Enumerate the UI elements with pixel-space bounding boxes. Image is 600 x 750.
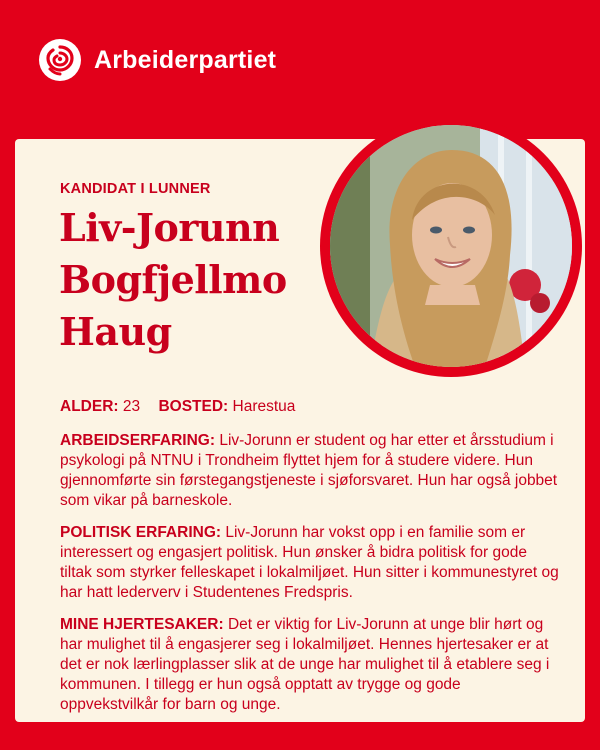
brand-name: Arbeiderpartiet (94, 45, 277, 74)
candidate-kicker: KANDIDAT I LUNNER (60, 181, 211, 197)
residence-label: BOSTED: (158, 398, 229, 415)
political-experience (60, 523, 560, 603)
candidate-portrait (330, 125, 572, 367)
politics-text: Liv-Jorunn har vokst opp i en familie som er interessert og engasjert politisk. Hun ønsker å bidra politisk for gode tiltak som styrker felleskapet i lokalmiljøet. Hun sitter i kommunestyret og har hatt lederverv i Studentenes Fredspris. (60, 524, 559, 601)
name-line-1: Liv-Jorunn (59, 205, 280, 250)
age-residence-row (60, 397, 560, 417)
heart-causes (60, 615, 560, 715)
politics-label: POLITISK ERFARING: (60, 524, 222, 541)
name-line-2: Bogfjellmo (59, 257, 287, 302)
work-experience (60, 431, 560, 511)
age-value: 23 (122, 398, 141, 415)
work-text: Liv-Jorunn er student og har etter et årsstudium i psykologi på NTNU i Trondheim flyttet hjem for å studere videre. Hun gjennomførte sin førstegangstjeneste i sjøforsvaret. Hun har også jobbet som vikar på barneskole. (60, 432, 558, 509)
candidate-name (59, 202, 287, 358)
name-line-3: Haug (59, 309, 172, 354)
work-label: ARBEIDSERFARING: (60, 432, 216, 449)
age-label: ALDER: (60, 398, 119, 415)
candidate-facts (60, 397, 560, 727)
causes-text: Det er viktig for Liv-Jorunn at unge blir hørt og har mulighet til å engasjerer seg i lokalmiljøet. Hennes hjertesaker er at det er nok lærlingplasser slik at de unge har mulighet til å etablere seg i kommunen. I tillegg er hun også opptatt av trygge og gode oppvekstvilkår for barn og unge. (60, 616, 550, 713)
causes-label: MINE HJERTESAKER: (60, 616, 224, 633)
brand-header (38, 38, 276, 82)
candidate-card (15, 139, 585, 722)
portrait-frame (320, 115, 582, 377)
residence-value: Harestua (232, 398, 296, 415)
rose-logo-icon (38, 38, 82, 82)
